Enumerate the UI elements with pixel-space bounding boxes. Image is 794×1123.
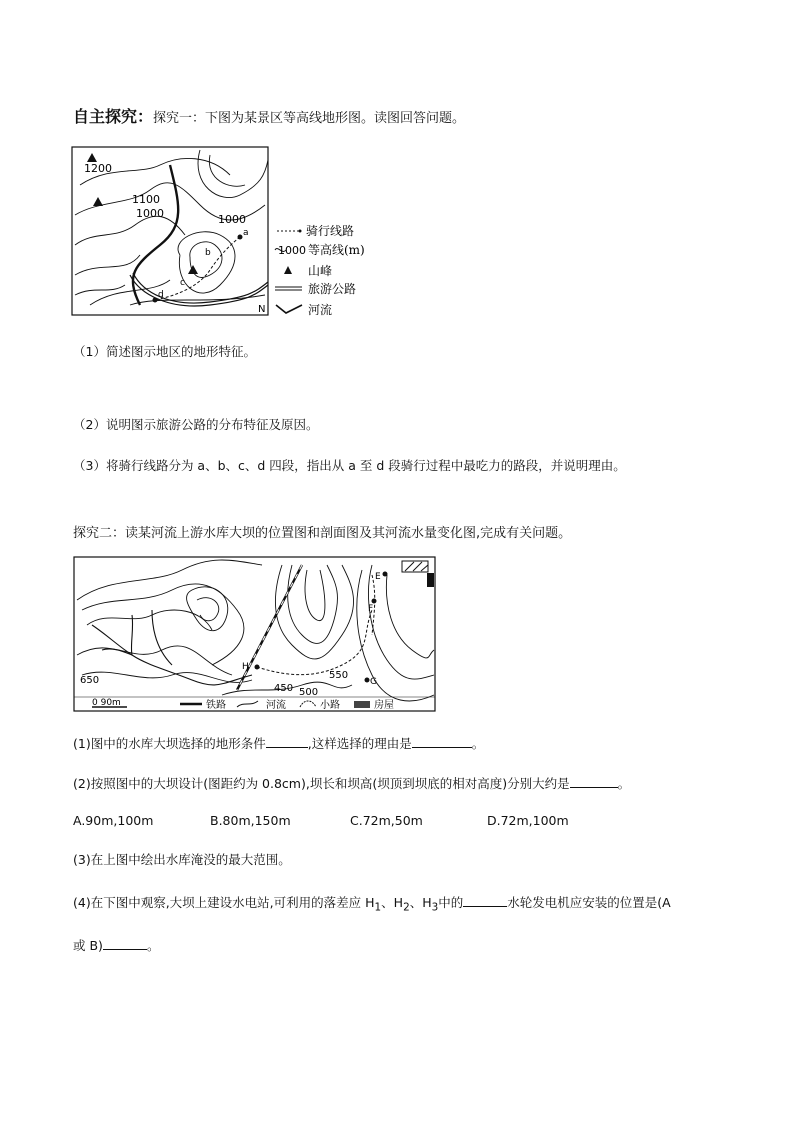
- point-c: c: [180, 278, 185, 288]
- section-title: 自主探究：: [73, 107, 154, 126]
- option-b: B.80m,150m: [210, 813, 291, 828]
- point-a: a: [243, 228, 249, 238]
- north-label: N: [258, 304, 266, 315]
- question-2-2: (2)按照图中的大坝设计(图距约为 0.8cm),坝长和坝高(坝顶到坝底的相对高度)分别大约是 。: [73, 776, 631, 791]
- contour-label-1200: 1200: [84, 162, 112, 175]
- question-2-4-cont: 或 B) 。: [73, 938, 160, 953]
- legend-route: 骑行线路: [306, 224, 355, 238]
- question-2-4: (4)在下图中观察,大坝上建设水电站,可利用的落差应 $H_1$、$H_2$、$H_3$中的 水轮发电机应安装的位置是(A: [73, 895, 671, 914]
- question-2-1: (1)图中的水库大坝选择的地形条件 ,这样选择的理由是 。: [73, 736, 485, 751]
- label-H: H: [242, 662, 249, 672]
- label-E: E: [375, 572, 381, 582]
- contour-label-1000-b: 1000: [218, 213, 246, 226]
- legend-road: 旅游公路: [308, 282, 357, 296]
- label-F: F: [368, 604, 374, 614]
- legend-house: 房屋: [374, 700, 394, 711]
- legend-contour-value: 1000: [278, 244, 306, 257]
- point-b: b: [205, 248, 211, 258]
- section-heading: [73, 104, 465, 127]
- contour-label-1000-a: 1000: [136, 207, 164, 220]
- contour-450: 450: [274, 683, 294, 694]
- contour-label-1100: 1100: [132, 193, 160, 206]
- part2-intro: 探究二：读某河流上游水库大坝的位置图和剖面图及其河流水量变化图,完成有关问题。: [73, 526, 572, 541]
- contour-500: 500: [299, 687, 319, 698]
- option-c: C.72m,50m: [350, 813, 423, 828]
- answer-blank-5[interactable]: [103, 937, 147, 950]
- question-1-1: （1）简述图示地区的地形特征。: [73, 344, 256, 359]
- scale-bar-label: 0 90m: [92, 698, 121, 708]
- question-1-2: （2）说明图示旅游公路的分布特征及原因。: [73, 417, 319, 432]
- legend-path: 小路: [320, 700, 340, 711]
- label-G: G: [370, 677, 377, 687]
- part1-intro: 探究一：下图为某景区等高线地形图。读图回答问题。: [153, 111, 466, 126]
- contour-map-1: [70, 145, 370, 320]
- legend-rail: 铁路: [206, 700, 226, 711]
- legend-contour: 等高线(m): [308, 243, 365, 257]
- legend-peak: 山峰: [308, 264, 333, 278]
- legend-river2: 河流: [266, 700, 286, 711]
- contour-650: 650: [80, 675, 100, 686]
- map1-legend: [275, 223, 365, 317]
- answer-blank-4[interactable]: [463, 894, 507, 907]
- contour-550: 550: [329, 670, 349, 681]
- answer-blank-3[interactable]: [570, 775, 618, 788]
- answer-blank-1[interactable]: [266, 735, 308, 748]
- option-d: D.72m,100m: [487, 813, 569, 828]
- answer-blank-2[interactable]: [412, 735, 472, 748]
- legend-river: 河流: [308, 303, 333, 317]
- point-d: d: [158, 290, 164, 300]
- question-1-3: （3）将骑行线路分为 a、b、c、d 四段，指出从 a 至 d 段骑行过程中最吃力的路段，并说明理由。: [73, 458, 626, 473]
- reservoir-map: [72, 555, 438, 715]
- question-2-3: (3)在上图中绘出水库淹没的最大范围。: [73, 852, 291, 867]
- option-a: A.90m,100m: [73, 813, 154, 828]
